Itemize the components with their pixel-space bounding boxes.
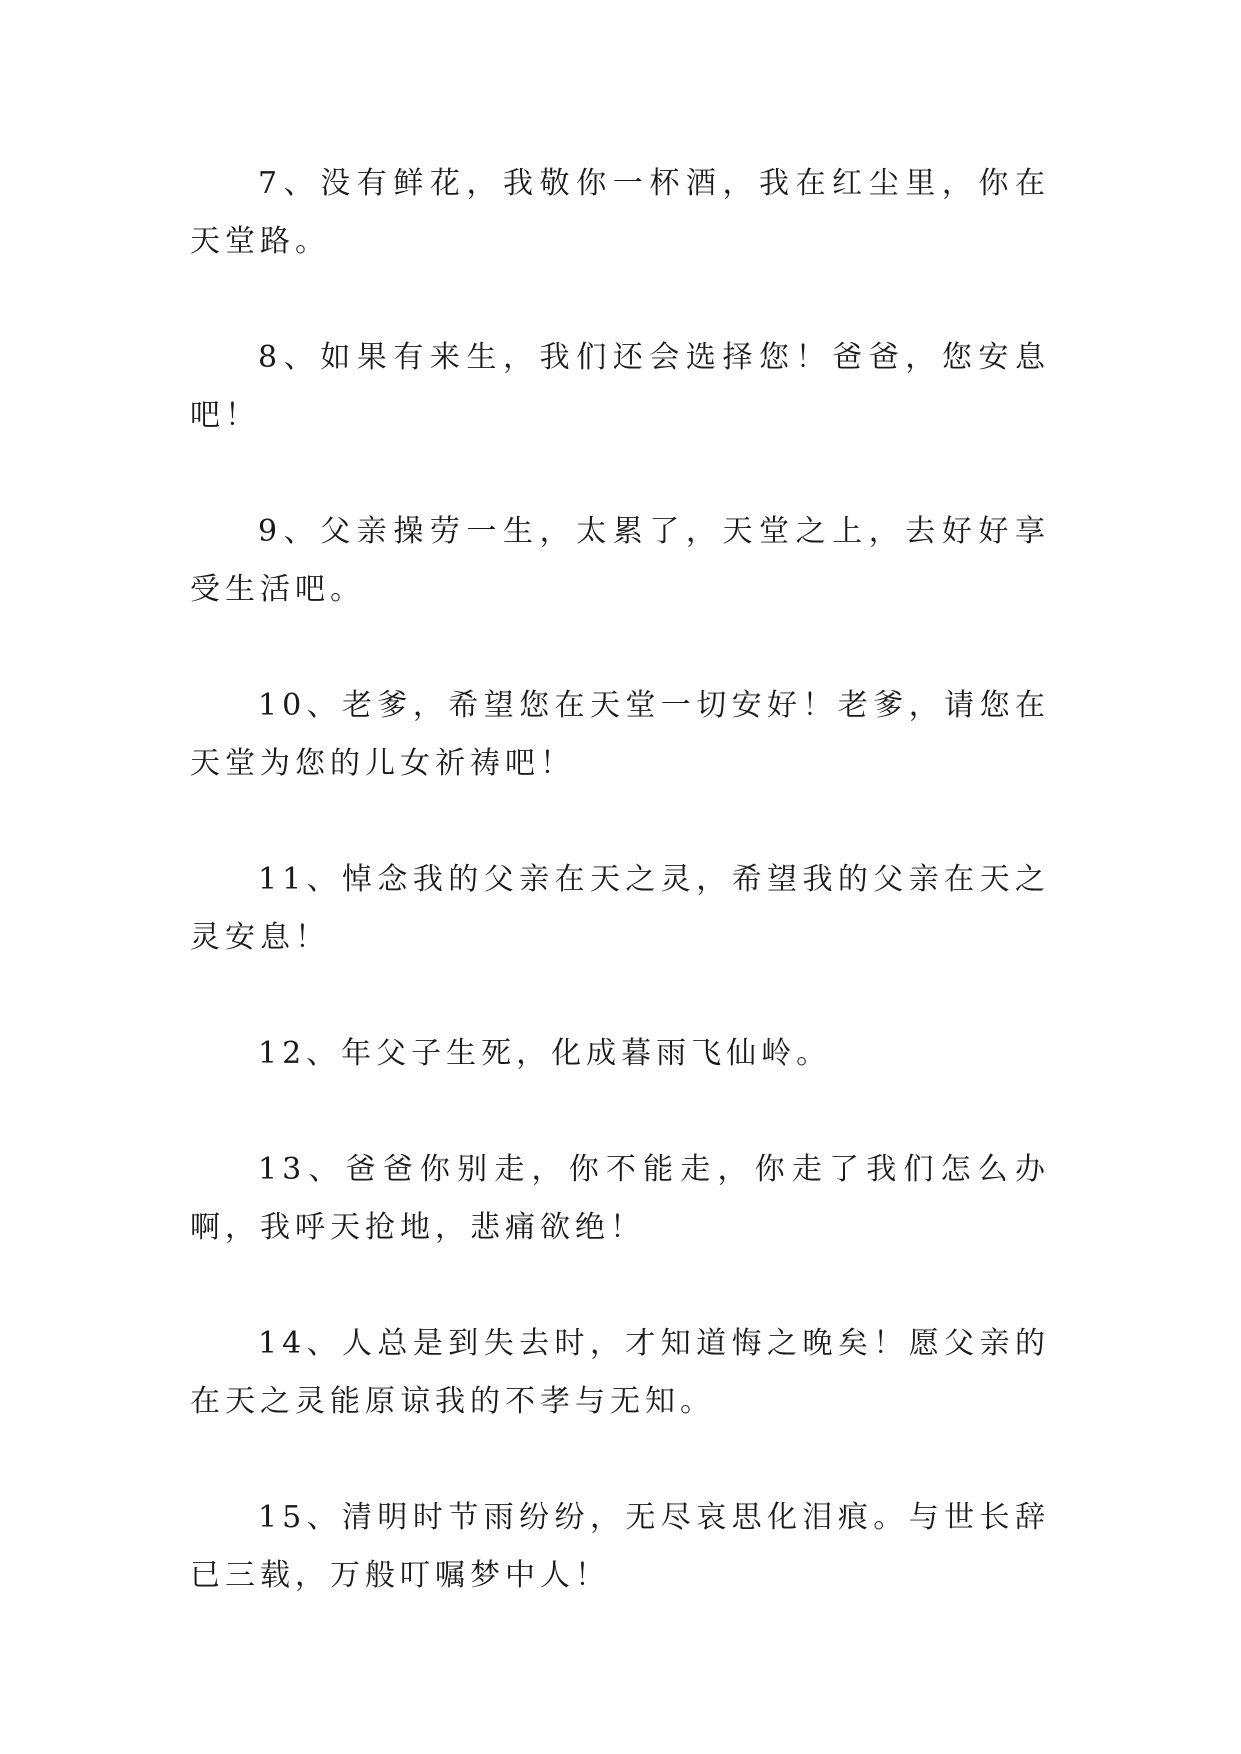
paragraph-7: 7、没有鲜花，我敬你一杯酒，我在红尘里，你在天堂路。 [190, 166, 1050, 259]
paragraph-8: 8、如果有来生，我们还会选择您！爸爸，您安息吧！ [190, 340, 1050, 433]
paragraph-10: 10、老爹，希望您在天堂一切安好！老爹，请您在天堂为您的儿女祈祷吧！ [190, 688, 1050, 781]
paragraph-14: 14、人总是到失去时，才知道悔之晚矣！愿父亲的在天之灵能原谅我的不孝与无知。 [190, 1326, 1050, 1419]
paragraph-15: 15、清明时节雨纷纷，无尽哀思化泪痕。与世长辞已三载，万般叮嘱梦中人！ [190, 1500, 1050, 1593]
paragraph-13: 13、爸爸你别走，你不能走，你走了我们怎么办啊，我呼天抢地，悲痛欲绝！ [190, 1152, 1050, 1245]
paragraph-12: 12、年父子生死，化成暮雨飞仙岭。 [258, 1036, 832, 1071]
document-body [190, 155, 1050, 1663]
paragraph-11: 11、悼念我的父亲在天之灵，希望我的父亲在天之灵安息！ [190, 862, 1050, 955]
paragraph-9: 9、父亲操劳一生，太累了，天堂之上，去好好享受生活吧。 [190, 514, 1050, 607]
